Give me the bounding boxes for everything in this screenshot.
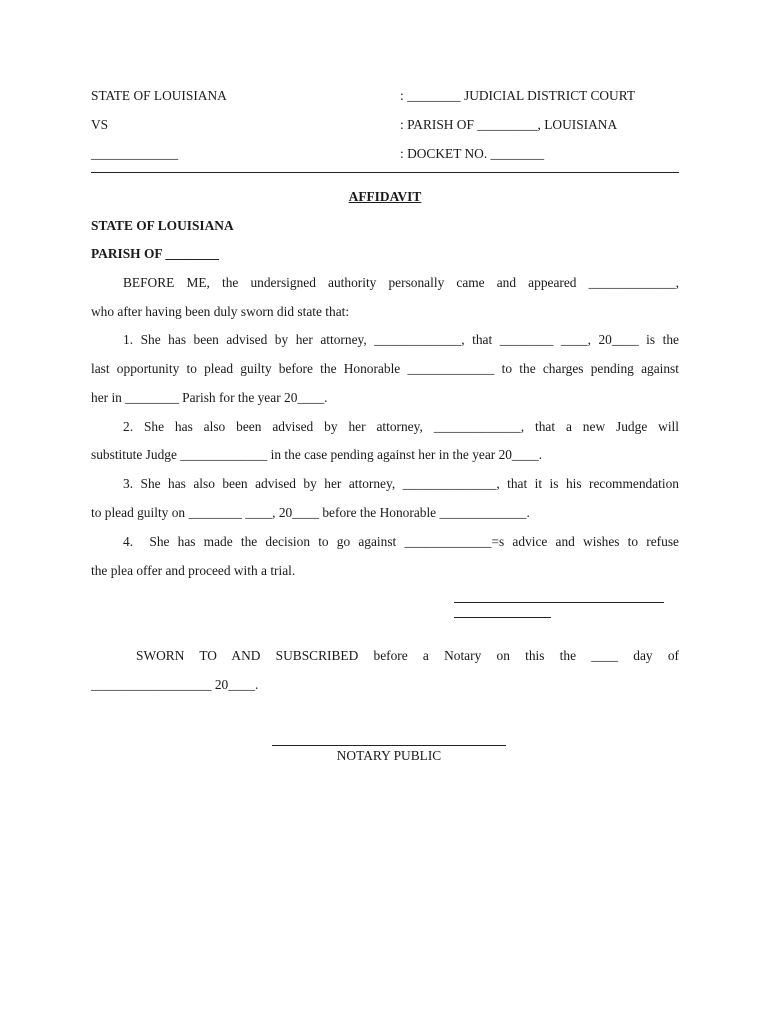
caption-party-blank: _____________ [91, 146, 179, 161]
venue-state: STATE OF LOUISIANA [91, 218, 234, 233]
venue-parish: PARISH OF ________ [91, 246, 219, 261]
paragraph-1-line-1: 1. She has been advised by her attorney, _____________, that ________ ____, 20____ is the [123, 332, 679, 347]
intro-line-1: BEFORE ME, the undersigned authority personally came and appeared _____________, [123, 275, 679, 290]
paragraph-2-line-1: 2. She has also been advised by her attorney, _____________, that a new Judge will [123, 419, 679, 434]
caption-state: STATE OF LOUISIANA [91, 88, 227, 103]
affiant-name-line [454, 617, 551, 618]
paragraph-4-line-1: 4. She has made the decision to go against _____________=s advice and wishes to refuse [123, 534, 679, 549]
paragraph-3-line-2: to plead guilty on ________ ____, 20____ before the Honorable _____________. [91, 505, 530, 520]
caption-divider [91, 172, 679, 173]
intro-line-2: who after having been duly sworn did state that: [91, 304, 350, 319]
caption-docket: : DOCKET NO. ________ [400, 146, 545, 161]
paragraph-4-line-2: the plea offer and proceed with a trial. [91, 563, 296, 578]
jurat-line-2: __________________ 20____. [91, 677, 259, 692]
paragraph-1-line-3: her in ________ Parish for the year 20____. [91, 390, 328, 405]
affiant-signature-line [454, 602, 664, 603]
paragraph-1-line-2: last opportunity to plead guilty before the Honorable _____________ to the charges pending against [91, 361, 679, 376]
paragraph-2-line-2: substitute Judge _____________ in the case pending against her in the year 20____. [91, 447, 543, 462]
caption-court: : ________ JUDICIAL DISTRICT COURT [400, 88, 636, 103]
caption-parish: : PARISH OF _________, LOUISIANA [400, 117, 618, 132]
notary-signature-line [272, 745, 506, 746]
paragraph-3-line-1: 3. She has also been advised by her attorney, ______________, that it is his recommendation [123, 476, 679, 491]
document-title: AFFIDAVIT [348, 189, 422, 204]
jurat-line-1: SWORN TO AND SUBSCRIBED before a Notary on this the ____ day of [136, 648, 679, 663]
notary-public-label: NOTARY PUBLIC [336, 748, 442, 763]
caption-vs: VS [91, 117, 109, 132]
